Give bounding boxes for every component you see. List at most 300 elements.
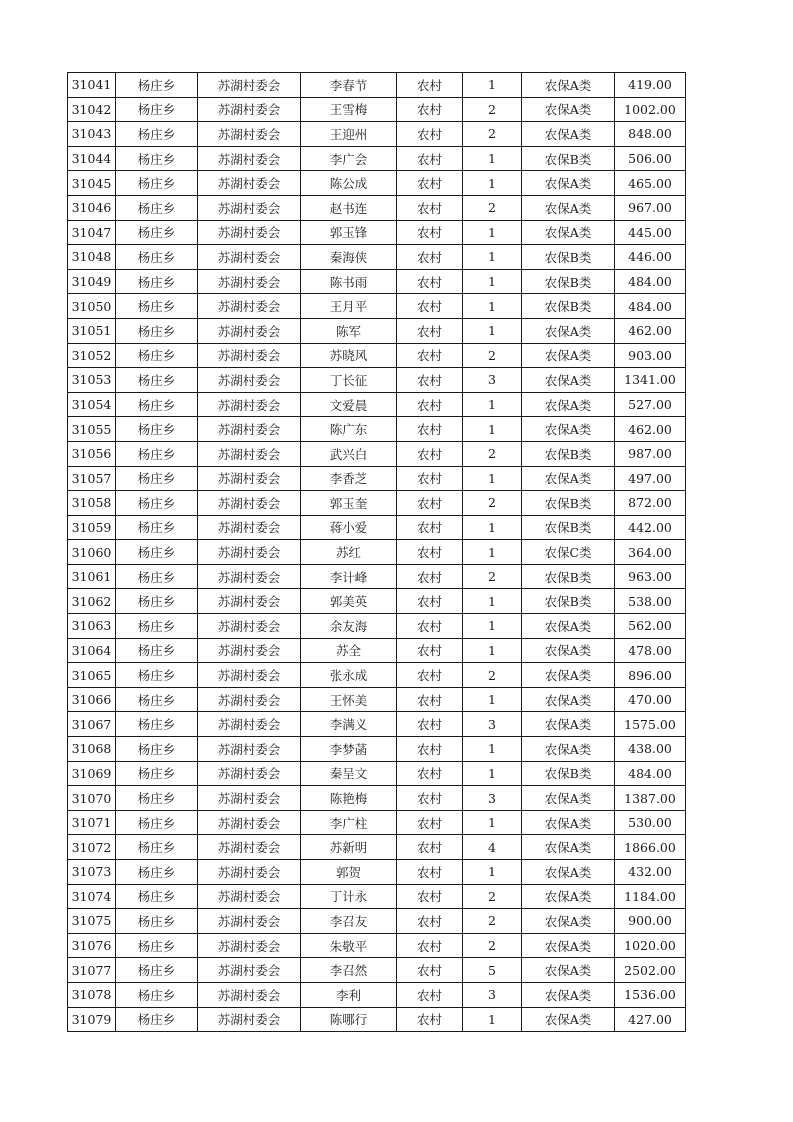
cell-household-type: 农村 [397,933,463,958]
cell-id: 31053 [68,368,116,393]
cell-name: 丁长征 [301,368,397,393]
cell-member-count: 2 [463,491,522,516]
cell-name: 李召然 [301,958,397,983]
cell-id: 31046 [68,195,116,220]
cell-id: 31044 [68,146,116,171]
cell-town: 杨庄乡 [116,1007,198,1032]
table-row [68,368,686,393]
cell-town: 杨庄乡 [116,122,198,147]
cell-amount: 484.00 [615,269,686,294]
cell-category: 农保B类 [522,245,615,270]
cell-village: 苏湖村委会 [198,318,301,343]
cell-name: 蒋小爱 [301,515,397,540]
cell-town: 杨庄乡 [116,73,198,98]
cell-household-type: 农村 [397,220,463,245]
cell-category: 农保B类 [522,146,615,171]
cell-category: 农保A类 [522,73,615,98]
table-row [68,318,686,343]
cell-town: 杨庄乡 [116,195,198,220]
cell-id: 31051 [68,318,116,343]
cell-member-count: 2 [463,884,522,909]
cell-town: 杨庄乡 [116,614,198,639]
table-row [68,343,686,368]
cell-category: 农保B类 [522,294,615,319]
cell-category: 农保B类 [522,589,615,614]
cell-village: 苏湖村委会 [198,933,301,958]
cell-category: 农保A类 [522,663,615,688]
cell-id: 31059 [68,515,116,540]
cell-category: 农保A类 [522,638,615,663]
cell-name: 陈艳梅 [301,786,397,811]
cell-town: 杨庄乡 [116,712,198,737]
cell-member-count: 1 [463,1007,522,1032]
cell-amount: 446.00 [615,245,686,270]
cell-town: 杨庄乡 [116,466,198,491]
cell-name: 陈军 [301,318,397,343]
cell-member-count: 1 [463,614,522,639]
cell-member-count: 1 [463,269,522,294]
cell-name: 王雪梅 [301,97,397,122]
cell-category: 农保B类 [522,269,615,294]
cell-village: 苏湖村委会 [198,737,301,762]
cell-town: 杨庄乡 [116,687,198,712]
cell-village: 苏湖村委会 [198,97,301,122]
cell-household-type: 农村 [397,810,463,835]
table-row [68,835,686,860]
cell-member-count: 1 [463,392,522,417]
cell-town: 杨庄乡 [116,638,198,663]
cell-amount: 1866.00 [615,835,686,860]
cell-household-type: 农村 [397,515,463,540]
cell-category: 农保A类 [522,466,615,491]
cell-name: 王怀美 [301,687,397,712]
cell-member-count: 2 [463,122,522,147]
cell-amount: 484.00 [615,294,686,319]
cell-town: 杨庄乡 [116,958,198,983]
cell-village: 苏湖村委会 [198,540,301,565]
table-row [68,860,686,885]
cell-town: 杨庄乡 [116,392,198,417]
table-row [68,982,686,1007]
cell-category: 农保A类 [522,1007,615,1032]
cell-name: 李计峰 [301,564,397,589]
cell-household-type: 农村 [397,392,463,417]
cell-id: 31068 [68,737,116,762]
cell-category: 农保A类 [522,97,615,122]
cell-name: 陈公成 [301,171,397,196]
cell-category: 农保A类 [522,122,615,147]
cell-category: 农保A类 [522,392,615,417]
cell-amount: 562.00 [615,614,686,639]
cell-id: 31077 [68,958,116,983]
cell-household-type: 农村 [397,441,463,466]
cell-amount: 903.00 [615,343,686,368]
cell-household-type: 农村 [397,982,463,1007]
cell-village: 苏湖村委会 [198,491,301,516]
cell-village: 苏湖村委会 [198,392,301,417]
cell-name: 李梦菡 [301,737,397,762]
cell-household-type: 农村 [397,1007,463,1032]
table-row [68,909,686,934]
cell-name: 李满义 [301,712,397,737]
cell-member-count: 1 [463,860,522,885]
cell-category: 农保C类 [522,540,615,565]
cell-village: 苏湖村委会 [198,958,301,983]
cell-name: 丁计永 [301,884,397,909]
cell-category: 农保A类 [522,318,615,343]
cell-name: 李春节 [301,73,397,98]
cell-category: 农保A类 [522,220,615,245]
cell-town: 杨庄乡 [116,884,198,909]
table-row [68,195,686,220]
cell-village: 苏湖村委会 [198,294,301,319]
cell-household-type: 农村 [397,958,463,983]
cell-household-type: 农村 [397,884,463,909]
cell-id: 31047 [68,220,116,245]
cell-amount: 438.00 [615,737,686,762]
cell-town: 杨庄乡 [116,737,198,762]
cell-member-count: 1 [463,761,522,786]
cell-household-type: 农村 [397,97,463,122]
cell-town: 杨庄乡 [116,97,198,122]
table-row [68,491,686,516]
cell-id: 31071 [68,810,116,835]
cell-household-type: 农村 [397,638,463,663]
cell-id: 31078 [68,982,116,1007]
cell-town: 杨庄乡 [116,540,198,565]
cell-village: 苏湖村委会 [198,982,301,1007]
table-row [68,737,686,762]
cell-amount: 1575.00 [615,712,686,737]
cell-category: 农保A类 [522,810,615,835]
cell-member-count: 2 [463,663,522,688]
cell-household-type: 农村 [397,786,463,811]
cell-household-type: 农村 [397,540,463,565]
cell-member-count: 5 [463,958,522,983]
cell-id: 31065 [68,663,116,688]
table-row [68,614,686,639]
cell-member-count: 2 [463,97,522,122]
cell-member-count: 2 [463,564,522,589]
cell-name: 陈广东 [301,417,397,442]
cell-amount: 872.00 [615,491,686,516]
cell-id: 31074 [68,884,116,909]
cell-town: 杨庄乡 [116,761,198,786]
cell-village: 苏湖村委会 [198,417,301,442]
cell-village: 苏湖村委会 [198,368,301,393]
cell-village: 苏湖村委会 [198,712,301,737]
cell-village: 苏湖村委会 [198,663,301,688]
cell-household-type: 农村 [397,245,463,270]
table-row [68,515,686,540]
cell-town: 杨庄乡 [116,368,198,393]
cell-household-type: 农村 [397,368,463,393]
cell-town: 杨庄乡 [116,933,198,958]
cell-village: 苏湖村委会 [198,638,301,663]
cell-village: 苏湖村委会 [198,835,301,860]
cell-household-type: 农村 [397,687,463,712]
cell-name: 郭玉锋 [301,220,397,245]
cell-member-count: 1 [463,540,522,565]
cell-id: 31048 [68,245,116,270]
cell-household-type: 农村 [397,860,463,885]
cell-name: 张永成 [301,663,397,688]
cell-household-type: 农村 [397,564,463,589]
cell-id: 31050 [68,294,116,319]
cell-name: 陈书雨 [301,269,397,294]
cell-town: 杨庄乡 [116,810,198,835]
table-row [68,933,686,958]
cell-member-count: 4 [463,835,522,860]
cell-member-count: 1 [463,466,522,491]
cell-member-count: 1 [463,245,522,270]
cell-village: 苏湖村委会 [198,860,301,885]
cell-town: 杨庄乡 [116,982,198,1007]
cell-household-type: 农村 [397,663,463,688]
cell-category: 农保A类 [522,933,615,958]
cell-town: 杨庄乡 [116,589,198,614]
cell-household-type: 农村 [397,318,463,343]
cell-amount: 538.00 [615,589,686,614]
cell-member-count: 3 [463,712,522,737]
cell-amount: 465.00 [615,171,686,196]
cell-village: 苏湖村委会 [198,122,301,147]
cell-category: 农保A类 [522,171,615,196]
cell-category: 农保A类 [522,909,615,934]
cell-member-count: 1 [463,318,522,343]
cell-id: 31066 [68,687,116,712]
cell-category: 农保A类 [522,786,615,811]
table-row [68,712,686,737]
cell-town: 杨庄乡 [116,269,198,294]
cell-village: 苏湖村委会 [198,1007,301,1032]
cell-name: 王迎州 [301,122,397,147]
cell-name: 李广会 [301,146,397,171]
table-row [68,97,686,122]
cell-name: 李广柱 [301,810,397,835]
cell-village: 苏湖村委会 [198,589,301,614]
cell-category: 农保B类 [522,491,615,516]
table-row [68,786,686,811]
cell-amount: 1020.00 [615,933,686,958]
cell-town: 杨庄乡 [116,515,198,540]
cell-town: 杨庄乡 [116,491,198,516]
cell-household-type: 农村 [397,73,463,98]
table-row [68,417,686,442]
cell-member-count: 1 [463,171,522,196]
cell-id: 31063 [68,614,116,639]
cell-household-type: 农村 [397,712,463,737]
cell-village: 苏湖村委会 [198,245,301,270]
table-row [68,122,686,147]
cell-amount: 1387.00 [615,786,686,811]
cell-amount: 462.00 [615,318,686,343]
cell-category: 农保A类 [522,417,615,442]
table-row [68,392,686,417]
cell-amount: 1536.00 [615,982,686,1007]
cell-household-type: 农村 [397,195,463,220]
cell-member-count: 1 [463,417,522,442]
cell-category: 农保A类 [522,982,615,1007]
cell-id: 31076 [68,933,116,958]
cell-member-count: 1 [463,810,522,835]
cell-id: 31049 [68,269,116,294]
cell-category: 农保B类 [522,515,615,540]
cell-amount: 462.00 [615,417,686,442]
cell-amount: 484.00 [615,761,686,786]
cell-name: 赵书连 [301,195,397,220]
cell-name: 苏新明 [301,835,397,860]
cell-name: 武兴白 [301,441,397,466]
table-row [68,269,686,294]
table-row [68,441,686,466]
cell-id: 31075 [68,909,116,934]
cell-id: 31061 [68,564,116,589]
cell-member-count: 3 [463,786,522,811]
cell-member-count: 1 [463,687,522,712]
cell-name: 李利 [301,982,397,1007]
cell-id: 31060 [68,540,116,565]
cell-amount: 497.00 [615,466,686,491]
cell-household-type: 农村 [397,171,463,196]
cell-amount: 1002.00 [615,97,686,122]
cell-village: 苏湖村委会 [198,220,301,245]
table-row [68,638,686,663]
cell-id: 31069 [68,761,116,786]
cell-name: 苏红 [301,540,397,565]
cell-household-type: 农村 [397,294,463,319]
cell-member-count: 1 [463,294,522,319]
cell-household-type: 农村 [397,589,463,614]
cell-town: 杨庄乡 [116,171,198,196]
cell-name: 苏全 [301,638,397,663]
cell-village: 苏湖村委会 [198,466,301,491]
table-row [68,294,686,319]
cell-amount: 506.00 [615,146,686,171]
table-row [68,220,686,245]
cell-amount: 963.00 [615,564,686,589]
cell-household-type: 农村 [397,909,463,934]
cell-town: 杨庄乡 [116,220,198,245]
cell-category: 农保A类 [522,884,615,909]
cell-town: 杨庄乡 [116,835,198,860]
cell-id: 31064 [68,638,116,663]
cell-amount: 987.00 [615,441,686,466]
cell-amount: 427.00 [615,1007,686,1032]
cell-member-count: 2 [463,343,522,368]
cell-category: 农保A类 [522,368,615,393]
cell-id: 31042 [68,97,116,122]
cell-category: 农保B类 [522,564,615,589]
cell-member-count: 1 [463,73,522,98]
cell-amount: 445.00 [615,220,686,245]
cell-name: 朱敬平 [301,933,397,958]
cell-id: 31045 [68,171,116,196]
table-row [68,171,686,196]
cell-village: 苏湖村委会 [198,564,301,589]
cell-id: 31055 [68,417,116,442]
cell-id: 31056 [68,441,116,466]
cell-village: 苏湖村委会 [198,687,301,712]
cell-id: 31057 [68,466,116,491]
cell-household-type: 农村 [397,737,463,762]
cell-town: 杨庄乡 [116,343,198,368]
roster-table-body [68,73,686,1032]
cell-name: 苏晓风 [301,343,397,368]
cell-category: 农保A类 [522,835,615,860]
cell-member-count: 2 [463,933,522,958]
table-row [68,884,686,909]
cell-category: 农保A类 [522,343,615,368]
cell-member-count: 1 [463,220,522,245]
table-row [68,564,686,589]
cell-name: 郭美英 [301,589,397,614]
cell-name: 文爱晨 [301,392,397,417]
cell-household-type: 农村 [397,122,463,147]
cell-member-count: 2 [463,195,522,220]
cell-amount: 848.00 [615,122,686,147]
cell-village: 苏湖村委会 [198,73,301,98]
cell-amount: 527.00 [615,392,686,417]
cell-amount: 478.00 [615,638,686,663]
table-row [68,663,686,688]
cell-household-type: 农村 [397,614,463,639]
cell-member-count: 2 [463,441,522,466]
cell-amount: 896.00 [615,663,686,688]
cell-village: 苏湖村委会 [198,810,301,835]
cell-amount: 364.00 [615,540,686,565]
cell-category: 农保A类 [522,737,615,762]
cell-amount: 530.00 [615,810,686,835]
cell-category: 农保A类 [522,687,615,712]
cell-village: 苏湖村委会 [198,171,301,196]
cell-name: 李召友 [301,909,397,934]
cell-village: 苏湖村委会 [198,909,301,934]
cell-amount: 1341.00 [615,368,686,393]
cell-town: 杨庄乡 [116,860,198,885]
cell-town: 杨庄乡 [116,318,198,343]
cell-household-type: 农村 [397,761,463,786]
cell-village: 苏湖村委会 [198,786,301,811]
cell-member-count: 3 [463,368,522,393]
cell-village: 苏湖村委会 [198,146,301,171]
cell-amount: 419.00 [615,73,686,98]
cell-id: 31072 [68,835,116,860]
cell-household-type: 农村 [397,466,463,491]
cell-category: 农保A类 [522,195,615,220]
cell-id: 31052 [68,343,116,368]
table-row [68,958,686,983]
cell-town: 杨庄乡 [116,417,198,442]
cell-town: 杨庄乡 [116,909,198,934]
cell-category: 农保A类 [522,958,615,983]
cell-household-type: 农村 [397,417,463,442]
table-row [68,1007,686,1032]
cell-id: 31067 [68,712,116,737]
cell-member-count: 1 [463,515,522,540]
cell-category: 农保B类 [522,441,615,466]
cell-member-count: 2 [463,909,522,934]
cell-town: 杨庄乡 [116,663,198,688]
cell-id: 31073 [68,860,116,885]
cell-household-type: 农村 [397,343,463,368]
cell-amount: 1184.00 [615,884,686,909]
cell-village: 苏湖村委会 [198,761,301,786]
cell-town: 杨庄乡 [116,294,198,319]
cell-id: 31058 [68,491,116,516]
table-row [68,146,686,171]
cell-name: 郭贺 [301,860,397,885]
